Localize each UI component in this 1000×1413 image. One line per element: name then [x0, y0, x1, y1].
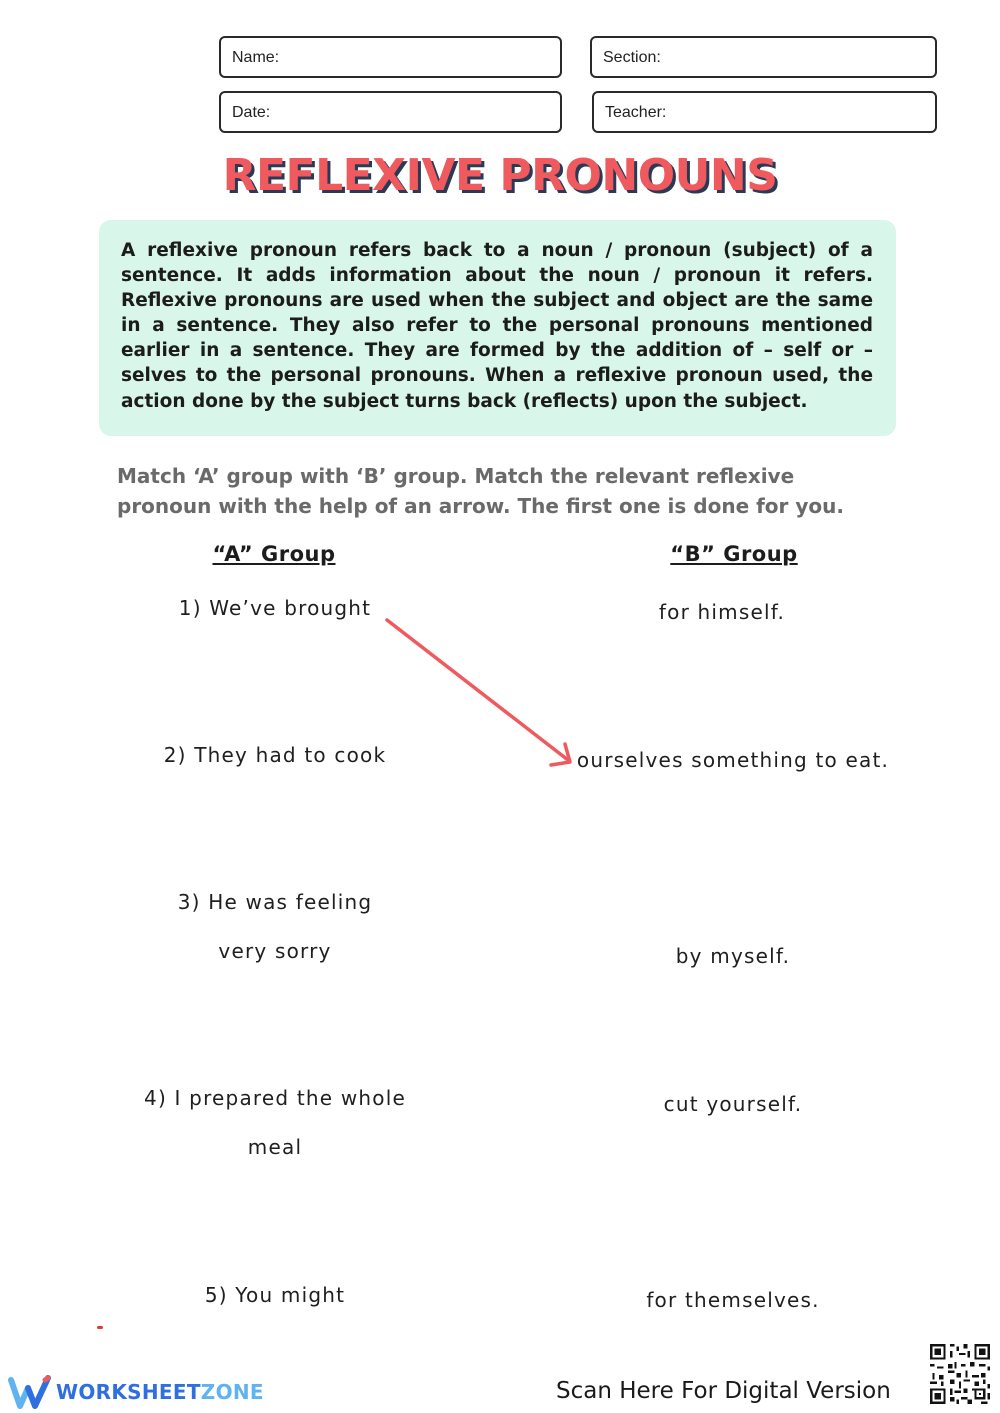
qr-code-icon[interactable]: [928, 1342, 992, 1406]
section-label: Section:: [603, 49, 661, 66]
group-a-item[interactable]: 5) You might: [204, 1283, 346, 1307]
w-logo-icon: [8, 1374, 52, 1410]
group-b-item[interactable]: ourselves something to eat.: [576, 748, 890, 772]
group-b-item[interactable]: by myself.: [675, 944, 791, 968]
teacher-label: Teacher:: [605, 104, 667, 121]
group-a-item[interactable]: 4) I prepared the whole meal: [144, 1086, 406, 1159]
date-field[interactable]: [219, 91, 562, 133]
definition-box: [99, 220, 896, 436]
group-a-item[interactable]: 1) We’ve brought: [178, 596, 372, 620]
teacher-field[interactable]: [592, 91, 937, 133]
name-label: Name:: [232, 49, 280, 66]
group-b-item[interactable]: for himself.: [658, 600, 786, 624]
group-b-item[interactable]: cut yourself.: [663, 1092, 803, 1116]
date-label: Date:: [232, 104, 271, 121]
worksheetzone-logo: [8, 1374, 264, 1410]
logo-word-1: WORKSHEET: [56, 1380, 201, 1404]
logo-text: [56, 1380, 264, 1404]
group-b-heading: “B” Group: [670, 542, 798, 566]
scan-here-text: Scan Here For Digital Version: [556, 1378, 891, 1404]
section-field[interactable]: [590, 36, 937, 78]
name-field[interactable]: [219, 36, 562, 78]
instructions-text: Match ‘A’ group with ‘B’ group. Match the relevant reflexive pronoun with the help of an arrow. The first one is done for you.: [117, 464, 844, 518]
definition-text: A reflexive pronoun refers back to a noun / pronoun (subject) of a sentence. It adds information about the noun / pronoun it refers. Reflexive pronouns are used when the subject and object are the same in a sentence. They also refer to the personal pronouns mentioned earlier in a sentence. They are formed by the addition of – self or – selves to the personal pronouns. When a reflexive pronoun used, the action done by the subject turns back (reflects) upon the subject.: [121, 240, 873, 412]
page-title: REFLEXIVE PRONOUNS: [222, 150, 778, 201]
logo-word-2: ZONE: [200, 1380, 264, 1404]
group-a-heading: “A” Group: [212, 542, 336, 566]
group-a-item[interactable]: 2) They had to cook: [163, 743, 387, 767]
stray-mark: [97, 1326, 103, 1329]
group-a-item[interactable]: 3) He was feeling very sorry: [177, 890, 373, 963]
group-b-item[interactable]: for themselves.: [646, 1288, 820, 1312]
